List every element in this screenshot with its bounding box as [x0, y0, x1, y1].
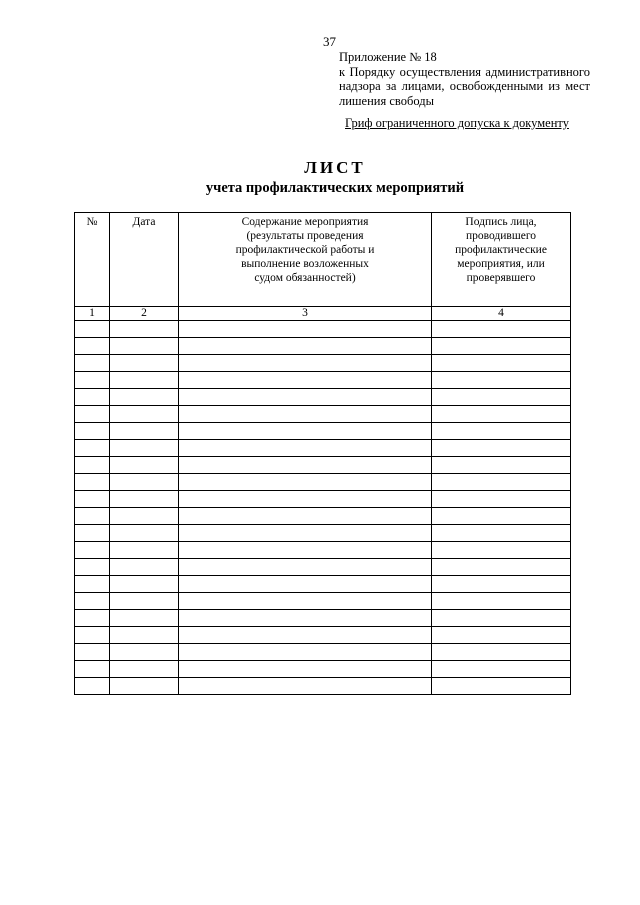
cell-number[interactable]	[75, 661, 110, 678]
column-header-date: Дата	[110, 213, 179, 307]
column-number: 2	[110, 307, 179, 321]
cell-date[interactable]	[110, 423, 179, 440]
cell-content[interactable]	[179, 423, 432, 440]
cell-date[interactable]	[110, 406, 179, 423]
cell-signature[interactable]	[432, 542, 571, 559]
appendix-number-line: Приложение № 18	[339, 50, 437, 64]
cell-signature[interactable]	[432, 474, 571, 491]
cell-date[interactable]	[110, 644, 179, 661]
cell-signature[interactable]	[432, 593, 571, 610]
cell-content[interactable]	[179, 372, 432, 389]
cell-number[interactable]	[75, 678, 110, 695]
table-row	[75, 423, 571, 440]
column-number: 3	[179, 307, 432, 321]
appendix-reference-line: лишения свободы	[339, 93, 434, 108]
appendix-block	[339, 50, 590, 108]
table-header-row	[75, 213, 571, 307]
column-number: 4	[432, 307, 571, 321]
table-row	[75, 559, 571, 576]
cell-signature[interactable]	[432, 525, 571, 542]
table-row	[75, 576, 571, 593]
cell-date[interactable]	[110, 678, 179, 695]
cell-number[interactable]	[75, 372, 110, 389]
cell-content[interactable]	[179, 576, 432, 593]
cell-number[interactable]	[75, 508, 110, 525]
cell-content[interactable]	[179, 661, 432, 678]
cell-date[interactable]	[110, 627, 179, 644]
cell-number[interactable]	[75, 610, 110, 627]
cell-date[interactable]	[110, 321, 179, 338]
document-title: ЛИСТ	[304, 158, 366, 177]
cell-signature[interactable]	[432, 338, 571, 355]
cell-content[interactable]	[179, 559, 432, 576]
cell-date[interactable]	[110, 474, 179, 491]
table-row	[75, 321, 571, 338]
cell-content[interactable]	[179, 457, 432, 474]
cell-content[interactable]	[179, 542, 432, 559]
table-row	[75, 593, 571, 610]
cell-content[interactable]	[179, 474, 432, 491]
cell-signature[interactable]	[432, 610, 571, 627]
cell-content[interactable]	[179, 525, 432, 542]
cell-signature[interactable]	[432, 644, 571, 661]
cell-number[interactable]	[75, 559, 110, 576]
cell-number[interactable]	[75, 457, 110, 474]
cell-date[interactable]	[110, 525, 179, 542]
cell-number[interactable]	[75, 593, 110, 610]
cell-date[interactable]	[110, 491, 179, 508]
cell-content[interactable]	[179, 610, 432, 627]
cell-content[interactable]	[179, 389, 432, 406]
cell-date[interactable]	[110, 372, 179, 389]
cell-date[interactable]	[110, 559, 179, 576]
cell-date[interactable]	[110, 389, 179, 406]
cell-number[interactable]	[75, 627, 110, 644]
cell-date[interactable]	[110, 457, 179, 474]
appendix-reference-line: надзора за лицами, освобожденными из мест	[339, 79, 590, 93]
cell-content[interactable]	[179, 644, 432, 661]
cell-signature[interactable]	[432, 355, 571, 372]
cell-date[interactable]	[110, 576, 179, 593]
cell-content[interactable]	[179, 678, 432, 695]
cell-content[interactable]	[179, 627, 432, 644]
column-header-signature: Подпись лица, проводившего профилактические мероприятия, или проверявшего	[432, 213, 571, 307]
cell-date[interactable]	[110, 593, 179, 610]
cell-signature[interactable]	[432, 576, 571, 593]
table-row	[75, 644, 571, 661]
table-row	[75, 525, 571, 542]
appendix-reference-line: к Порядку осуществления административного	[339, 64, 590, 79]
cell-number[interactable]	[75, 338, 110, 355]
cell-number[interactable]	[75, 542, 110, 559]
column-header-content: Содержание мероприятия (результаты проведения профилактической работы и выполнение возложенных судом обязанностей)	[179, 213, 432, 307]
cell-number[interactable]	[75, 576, 110, 593]
cell-number[interactable]	[75, 440, 110, 457]
table-row	[75, 610, 571, 627]
table-row	[75, 661, 571, 678]
cell-number[interactable]	[75, 491, 110, 508]
cell-date[interactable]	[110, 508, 179, 525]
cell-content[interactable]	[179, 355, 432, 372]
cell-signature[interactable]	[432, 389, 571, 406]
table-row	[75, 457, 571, 474]
cell-signature[interactable]	[432, 406, 571, 423]
cell-signature[interactable]	[432, 321, 571, 338]
cell-number[interactable]	[75, 644, 110, 661]
cell-date[interactable]	[110, 661, 179, 678]
cell-content[interactable]	[179, 593, 432, 610]
table-row	[75, 406, 571, 423]
table-row	[75, 678, 571, 695]
table-row	[75, 627, 571, 644]
cell-number[interactable]	[75, 474, 110, 491]
restricted-access-stamp: Гриф ограниченного допуска к документу	[345, 116, 569, 130]
cell-signature[interactable]	[432, 491, 571, 508]
table-row	[75, 542, 571, 559]
cell-signature[interactable]	[432, 661, 571, 678]
table-row	[75, 440, 571, 457]
column-number-row	[75, 307, 571, 321]
column-number: 1	[75, 307, 110, 321]
cell-number[interactable]	[75, 423, 110, 440]
cell-date[interactable]	[110, 440, 179, 457]
cell-signature[interactable]	[432, 508, 571, 525]
cell-date[interactable]	[110, 610, 179, 627]
cell-signature[interactable]	[432, 457, 571, 474]
cell-signature[interactable]	[432, 678, 571, 695]
cell-content[interactable]	[179, 491, 432, 508]
table-row	[75, 389, 571, 406]
cell-signature[interactable]	[432, 440, 571, 457]
cell-date[interactable]	[110, 338, 179, 355]
table-row	[75, 372, 571, 389]
cell-number[interactable]	[75, 321, 110, 338]
cell-number[interactable]	[75, 525, 110, 542]
cell-signature[interactable]	[432, 627, 571, 644]
cell-date[interactable]	[110, 355, 179, 372]
table-row	[75, 474, 571, 491]
cell-number[interactable]	[75, 406, 110, 423]
table-row	[75, 338, 571, 355]
cell-number[interactable]	[75, 389, 110, 406]
cell-signature[interactable]	[432, 559, 571, 576]
cell-content[interactable]	[179, 406, 432, 423]
table-row	[75, 508, 571, 525]
table-row	[75, 491, 571, 508]
activities-register-table	[74, 212, 571, 695]
table-row	[75, 355, 571, 372]
table-body	[75, 321, 571, 695]
cell-content[interactable]	[179, 321, 432, 338]
column-header-number: №	[75, 213, 110, 307]
cell-content[interactable]	[179, 440, 432, 457]
page-number: 37	[323, 34, 336, 49]
cell-date[interactable]	[110, 542, 179, 559]
cell-content[interactable]	[179, 338, 432, 355]
cell-signature[interactable]	[432, 372, 571, 389]
cell-signature[interactable]	[432, 423, 571, 440]
document-subtitle: учета профилактических мероприятий	[205, 180, 465, 196]
cell-content[interactable]	[179, 508, 432, 525]
cell-number[interactable]	[75, 355, 110, 372]
